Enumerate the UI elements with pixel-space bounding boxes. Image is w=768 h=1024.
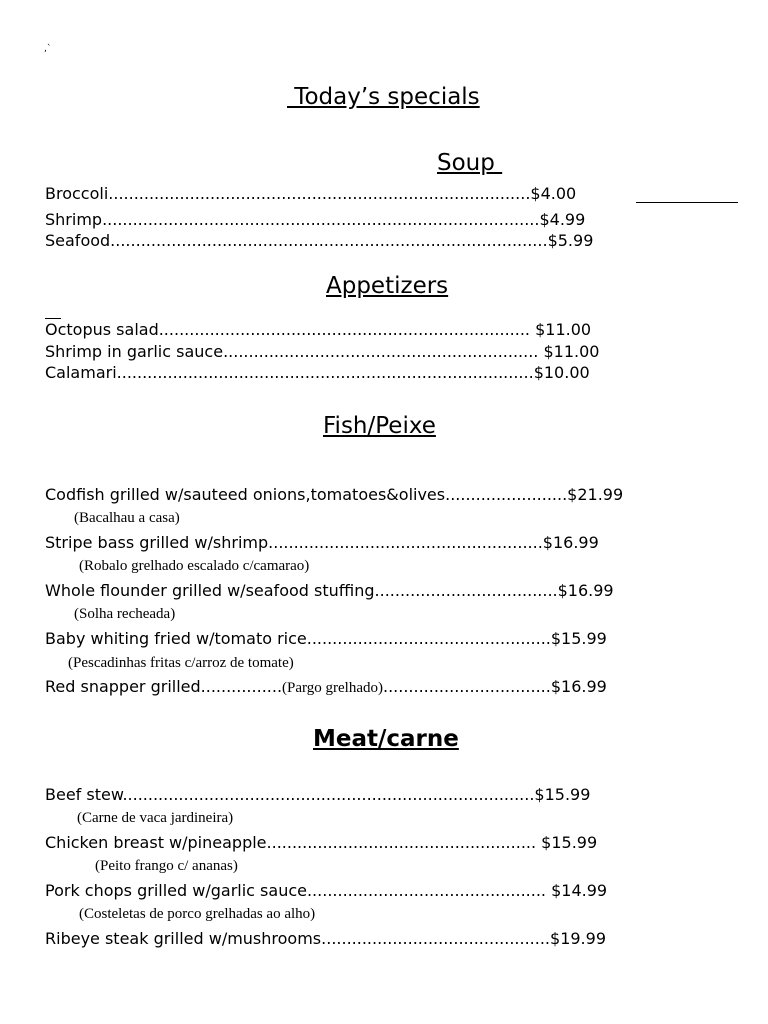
- item-name: Stripe bass grilled w/shrimp: [45, 533, 269, 552]
- item-price: $14.99: [551, 881, 608, 900]
- short-rule: [45, 318, 61, 319]
- item-name: Calamari: [45, 363, 117, 382]
- item-price: $4.99: [539, 210, 586, 229]
- item-price: $10.00: [533, 363, 590, 382]
- dot-leader: ................................................: [306, 629, 551, 648]
- portuguese-name: (Costeletas de porco grelhadas ao alho): [79, 906, 316, 922]
- item-price: $4.00: [530, 184, 577, 203]
- item-price: $16.99: [557, 581, 614, 600]
- portuguese-name: (Peito frango c/ ananas): [95, 858, 238, 874]
- item-name: Codfish grilled w/sauteed onions,tomatoes&olives: [45, 485, 446, 504]
- item-price: $15.99: [550, 629, 607, 648]
- portuguese-name: (Pargo grelhado): [282, 680, 383, 696]
- menu-item: [45, 881, 607, 900]
- menu-item: [45, 485, 623, 504]
- item-name: Pork chops grilled w/garlic sauce: [45, 881, 307, 900]
- menu-item: [45, 363, 590, 382]
- meat-heading: Meat/carne: [313, 726, 459, 752]
- item-name: Broccoli: [45, 184, 109, 203]
- portuguese-name: (Solha recheada): [74, 606, 176, 622]
- soup-heading: Soup: [437, 150, 503, 176]
- item-name: Baby whiting fried w/tomato rice: [45, 629, 307, 648]
- item-price: $16.99: [550, 677, 607, 696]
- menu-item: [45, 342, 599, 361]
- dot-leader: ....................................: [374, 581, 558, 600]
- portuguese-name: (Robalo grelhado escalado c/camarao): [79, 558, 310, 574]
- item-price: $15.99: [534, 785, 591, 804]
- dot-leader: ..............................................................: [223, 342, 544, 361]
- item-price: $16.99: [542, 533, 599, 552]
- item-name: Ribeye steak grilled w/mushrooms: [45, 929, 322, 948]
- item-price: $11.00: [535, 320, 592, 339]
- dot-leader: ......................................................: [268, 533, 543, 552]
- dot-leader: .............................................: [321, 929, 551, 948]
- item-price: $21.99: [567, 485, 624, 504]
- portuguese-name: (Carne de vaca jardineira): [77, 810, 234, 826]
- menu-item: [45, 581, 614, 600]
- page-title: Today’s specials: [287, 84, 480, 110]
- dot-leader: .....................................................: [266, 833, 542, 852]
- item-name: Chicken breast w/pineapple: [45, 833, 267, 852]
- appetizers-heading: Appetizers: [326, 273, 449, 299]
- item-name: Octopus salad: [45, 320, 159, 339]
- menu-item: [45, 184, 576, 203]
- dot-leader: .................................: [382, 677, 551, 696]
- item-price: $15.99: [541, 833, 598, 852]
- dot-leader: ......................................................................................: [102, 210, 540, 229]
- menu-item: [45, 677, 607, 697]
- stray-mark: ,`: [44, 44, 52, 54]
- item-price: $19.99: [550, 929, 606, 948]
- item-name: Shrimp in garlic sauce: [45, 342, 224, 361]
- dot-leader: .................................................................................: [122, 785, 535, 804]
- menu-item: [45, 320, 591, 339]
- menu-item: [45, 929, 606, 948]
- portuguese-name: (Bacalhau a casa): [74, 510, 180, 526]
- item-name: Seafood: [45, 231, 111, 250]
- item-name: Red snapper grilled: [45, 677, 201, 696]
- menu-item: [45, 833, 597, 852]
- menu-item: [45, 533, 599, 552]
- fish-heading: Fish/Peixe: [323, 413, 436, 439]
- dot-leader: ..................................................................................: [116, 363, 534, 382]
- item-price: $11.00: [543, 342, 600, 361]
- item-price: $5.99: [547, 231, 594, 250]
- dot-leader: ...............................................: [306, 881, 552, 900]
- dot-leader: ......................................................................................: [110, 231, 548, 250]
- item-name: Shrimp: [45, 210, 103, 229]
- dot-leader: .........................................................................: [158, 320, 536, 339]
- dot-leader: ........................: [445, 485, 568, 504]
- menu-item: [45, 785, 590, 804]
- dot-leader: ................: [200, 677, 283, 696]
- menu-item: [45, 210, 585, 229]
- menu-item: [45, 231, 593, 250]
- item-name: Whole flounder grilled w/seafood stuffing: [45, 581, 375, 600]
- underline-rule: [636, 202, 738, 203]
- menu-item: [45, 629, 607, 648]
- portuguese-name: (Pescadinhas fritas c/arroz de tomate): [68, 655, 294, 671]
- item-name: Beef stew: [45, 785, 123, 804]
- dot-leader: ...................................................................................: [108, 184, 531, 203]
